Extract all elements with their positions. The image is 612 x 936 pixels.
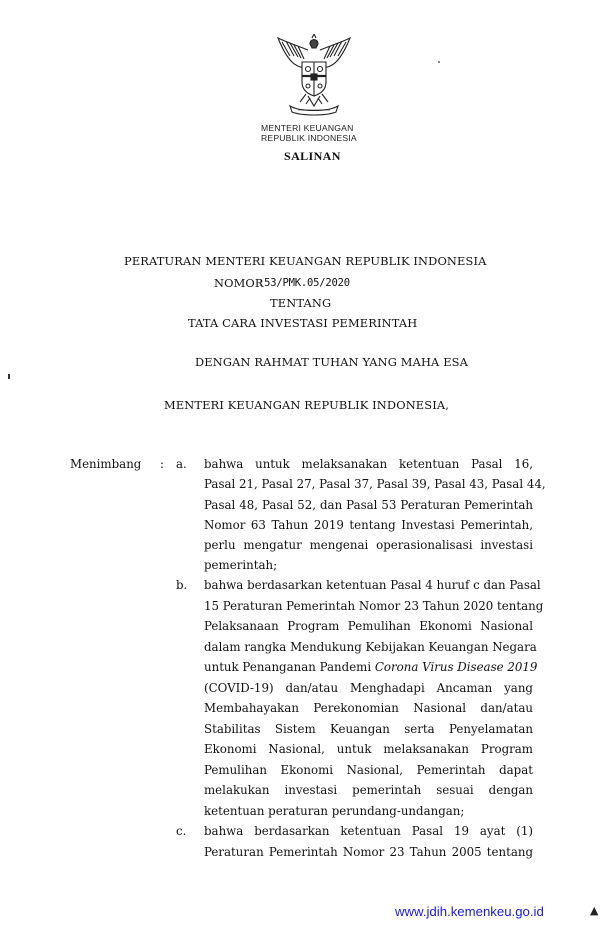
item-letter-c: c. <box>176 824 187 838</box>
item-b-line: Pemulihan Ekonomi Nasional, Pemerintah dapat <box>204 763 533 777</box>
nomor-value: :53/PMK.05/2020 <box>258 277 350 289</box>
item-b-line: Ekonomi Nasional, untuk melaksanakan Program <box>204 742 533 756</box>
garuda-emblem-icon <box>276 34 352 116</box>
item-a-line: Pasal 21, Pasal 27, Pasal 37, Pasal 39, Pasal 43, Pasal 44, <box>204 477 546 491</box>
item-b-line-italic <box>204 660 538 674</box>
item-c-line: bahwa berdasarkan ketentuan Pasal 19 ayat (1) <box>204 824 533 838</box>
scan-mark <box>8 374 10 379</box>
preamble-invocation: DENGAN RAHMAT TUHAN YANG MAHA ESA <box>195 355 469 369</box>
menimbang-colon: : <box>160 457 164 471</box>
item-b-line: melakukan investasi pemerintah sesuai dengan <box>204 783 533 797</box>
issuer-line: MENTERI KEUANGAN REPUBLIK INDONESIA, <box>164 398 450 412</box>
item-a-line: Nomor 63 Tahun 2019 tentang Investasi Pemerintah, <box>204 518 533 532</box>
item-a-line: perlu mengatur mengenai operasionalisasi investasi <box>204 538 533 552</box>
scan-speck <box>438 61 440 63</box>
item-b-line: (COVID-19) dan/atau Menghadapi Ancaman yang <box>204 681 533 695</box>
item-a-line: bahwa untuk melaksanakan ketentuan Pasal 16, <box>204 457 533 471</box>
item-a-line: Pasal 48, Pasal 52, dan Pasal 53 Peraturan Pemerintah <box>204 498 533 512</box>
item-b-line: Stabilitas Sistem Keuangan serta Penyelamatan <box>204 722 533 736</box>
italic-phrase: Corona Virus Disease 2019 <box>374 660 538 674</box>
regulation-subject: TATA CARA INVESTASI PEMERINTAH <box>188 316 418 330</box>
tentang-label: TENTANG <box>270 296 332 310</box>
item-b-line: Pelaksanaan Program Pemulihan Ekonomi Nasional <box>204 619 533 633</box>
item-c-line: Peraturan Pemerintah Nomor 23 Tahun 2005 tentang <box>204 845 533 859</box>
item-a-line: pemerintah; <box>204 558 278 572</box>
issuing-office <box>261 123 357 143</box>
office-line1: MENTERI KEUANGAN <box>261 123 354 133</box>
item-letter-b: b. <box>176 578 188 592</box>
item-b-line: bahwa berdasarkan ketentuan Pasal 4 huruf c dan Pasal <box>204 578 541 592</box>
nomor-label: NOMOR <box>214 276 264 290</box>
item-b-line: dalam rangka Mendukung Kebijakan Keuangan Negara <box>204 640 537 654</box>
item-letter-a: a. <box>176 457 187 471</box>
menimbang-label: Menimbang <box>70 457 142 471</box>
regulation-title: PERATURAN MENTERI KEUANGAN REPUBLIK INDONESIA <box>124 254 487 268</box>
item-b-line: Membahayakan Perekonomian Nasional dan/atau <box>204 701 533 715</box>
page-corner-mark: ▲ <box>590 904 599 917</box>
item-b-line-text: untuk Penanganan Pandemi <box>204 660 375 674</box>
jdih-website-link[interactable]: www.jdih.kemenkeu.go.id <box>395 904 544 919</box>
copy-label: SALINAN <box>284 149 341 163</box>
item-b-line: 15 Peraturan Pemerintah Nomor 23 Tahun 2020 tentang <box>204 599 544 613</box>
office-line2: REPUBLIK INDONESIA <box>261 133 357 143</box>
item-b-line: ketentuan peraturan perundang-undangan; <box>204 804 465 818</box>
